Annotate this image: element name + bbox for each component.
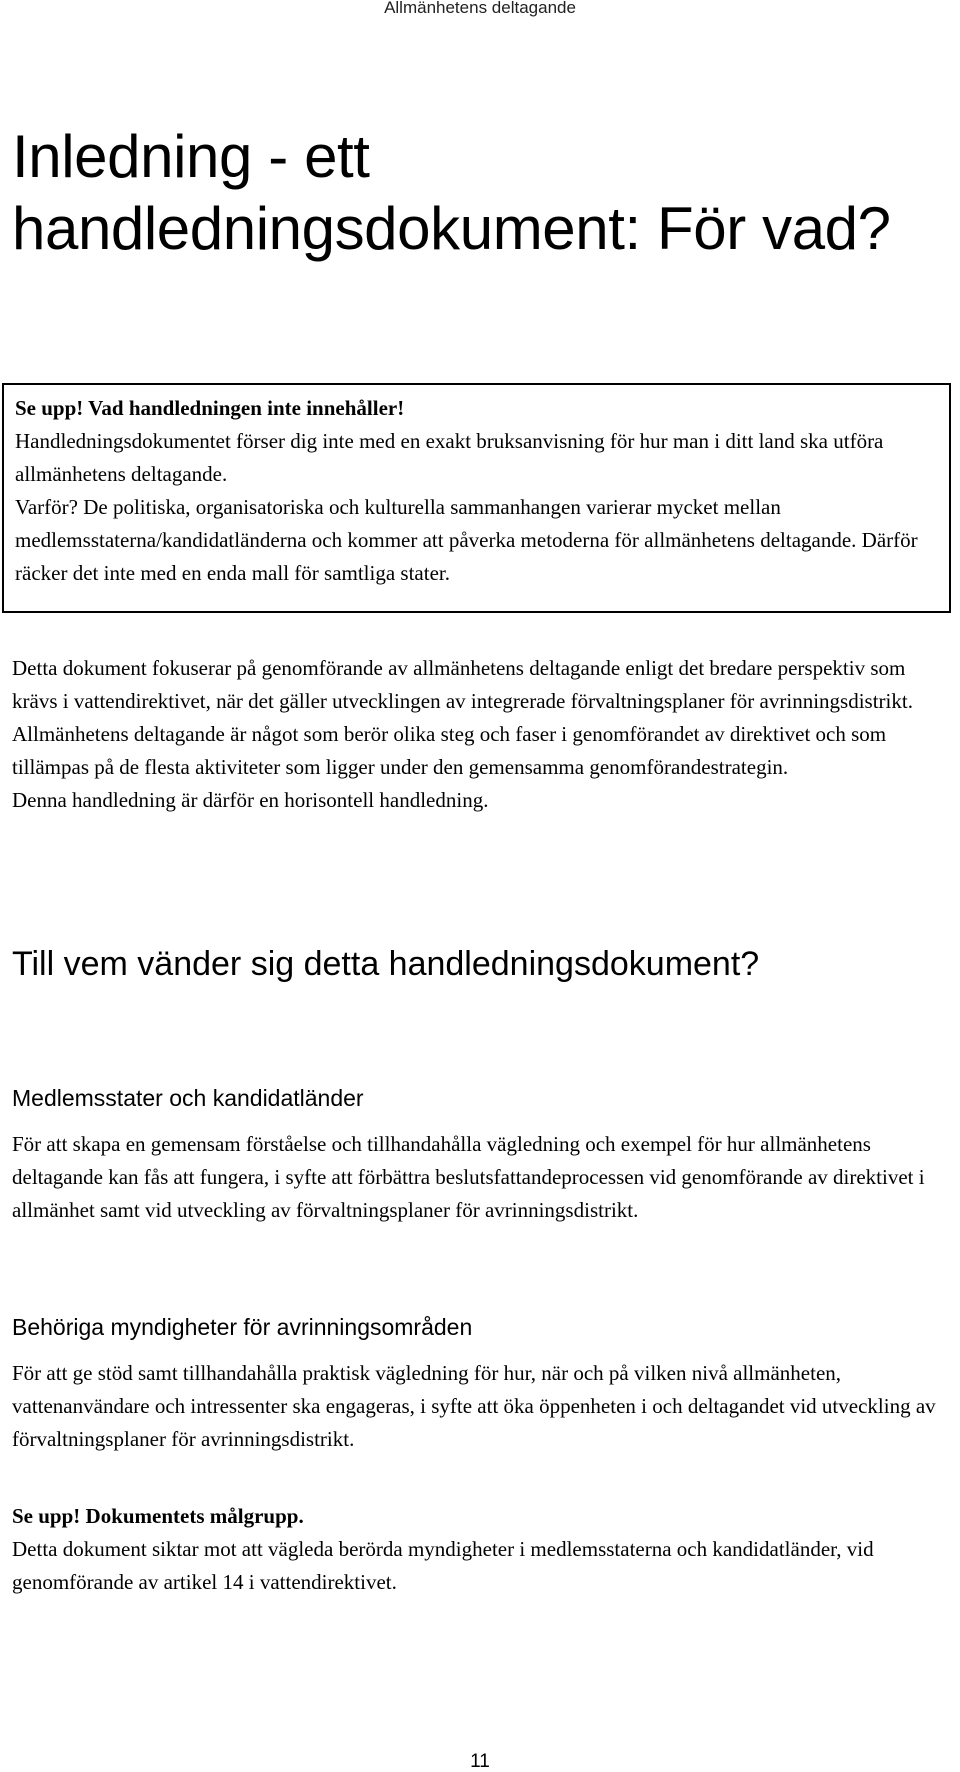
member-states-paragraph xyxy=(12,1128,942,1227)
warning-note-line-1: Handledningsdokumentet förser dig inte med en exakt bruksanvisning för hur man i ditt land ska utföra allmänhetens deltagande. xyxy=(15,429,884,486)
page-title: Inledning - ett handledningsdokument: För vad? xyxy=(12,123,891,262)
intro-section xyxy=(12,652,942,817)
target-group-text: Detta dokument siktar mot att vägleda berörda myndigheter i medlemsstaterna och kandidatländer, vid genomförande av artikel 14 i vattendirektivet. xyxy=(12,1537,874,1594)
intro-paragraph-2: Allmänhetens deltagande är något som berör olika steg och faser i genomförandet av direktivet och som tillämpas på de flesta aktiviteter som ligger under den gemensamma genomförandestrategin. xyxy=(12,722,887,779)
target-group-note xyxy=(12,1500,942,1599)
warning-note-heading: Se upp! Vad handledningen inte innehåller! xyxy=(15,396,405,420)
authorities-paragraph xyxy=(12,1357,942,1456)
member-states-text: För att skapa en gemensam förståelse och tillhandahålla vägledning och exempel för hur allmänhetens deltagande kan fås att fungera, i syfte att förbättra beslutsfattandeprocessen vid genomförande av direktivet i allmänhet samt vid utveckling av förvaltningsplaner för avrinningsdistrikt. xyxy=(12,1132,925,1222)
authorities-text: För att ge stöd samt tillhandahålla praktisk vägledning för hur, när och på vilken nivå allmänheten, vattenanvändare och intressenter ska engageras, i syfte att öka öppenheten i och deltagandet vid utveckling av förvaltningsplaner för avrinningsdistrikt. xyxy=(12,1361,936,1451)
intro-paragraph-3: Denna handledning är därför en horisontell handledning. xyxy=(12,788,489,812)
target-group-heading: Se upp! Dokumentets målgrupp. xyxy=(12,1504,304,1528)
warning-note-line-2: Varför? De politiska, organisatoriska och kulturella sammanhangen varierar mycket mellan medlemsstaterna/kandidatländerna och kommer att påverka metoderna för allmänhetens deltagande. Därför räcker det inte med en enda mall för samtliga stater. xyxy=(15,495,918,585)
authorities-heading: Behöriga myndigheter för avrinningsområden xyxy=(12,1314,473,1340)
page-number: 11 xyxy=(470,1751,490,1772)
intro-paragraph-1: Detta dokument fokuserar på genomförande av allmänhetens deltagande enligt det bredare perspektiv som krävs i vattendirektivet, när det gäller utvecklingen av integrerade förvaltningsplaner för avrinningsdistrikt. xyxy=(12,656,913,713)
member-states-heading: Medlemsstater och kandidatländer xyxy=(12,1085,364,1111)
warning-note-box xyxy=(2,383,951,613)
running-header: Allmänhetens deltagande xyxy=(384,0,576,17)
audience-heading: Till vem vänder sig detta handledningsdokument? xyxy=(12,945,760,983)
